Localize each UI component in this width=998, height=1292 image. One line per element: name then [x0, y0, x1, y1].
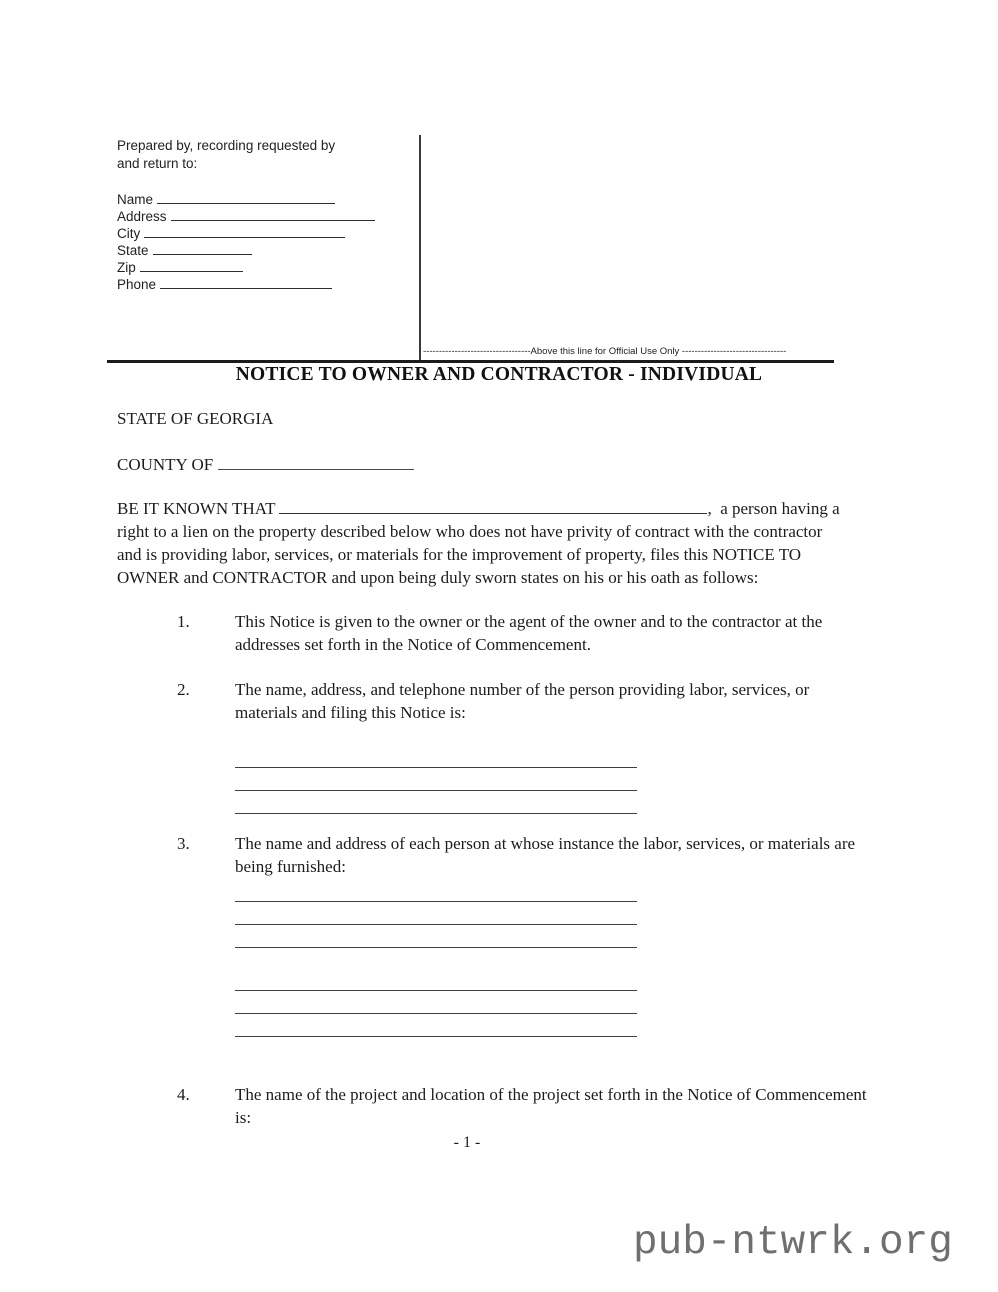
fill-line[interactable]	[235, 991, 637, 1014]
document-body	[117, 407, 867, 1154]
fill-line[interactable]	[235, 1014, 637, 1037]
claimant-name-fill-line[interactable]	[279, 501, 707, 514]
item-2-number: 2.	[177, 680, 190, 699]
header-vertical-divider	[419, 135, 421, 361]
item-4-number: 4.	[177, 1085, 190, 1104]
field-label-state: State	[117, 243, 149, 258]
field-label-name: Name	[117, 192, 154, 207]
state-line: STATE OF GEORGIA	[117, 409, 274, 428]
intro-paragraph	[117, 497, 845, 589]
field-row-zip	[117, 259, 417, 276]
fill-line[interactable]	[235, 968, 637, 991]
item-3-fill-lines-group-1	[117, 879, 845, 948]
name-fill-line[interactable]	[157, 192, 335, 204]
intro-rest: , a person having a right to a lien on the property described below who does not have privity of contract with the contractor and is providing labor, services, or materials for the improvement of property, files this NOTICE TO OWNER and CONTRACTOR and upon being duly sworn states on his or his oath as follows:	[117, 499, 844, 587]
fill-line[interactable]	[235, 791, 637, 814]
field-label-phone: Phone	[117, 277, 157, 292]
field-row-city	[117, 225, 417, 242]
item-4-text: The name of the project and location of the project set forth in the Notice of Commencement is:	[235, 1085, 867, 1127]
list-item-4	[117, 1083, 867, 1129]
county-label: COUNTY OF	[117, 455, 214, 474]
field-row-name	[117, 191, 417, 208]
item-3-number: 3.	[177, 834, 190, 853]
fill-line[interactable]	[235, 768, 637, 791]
phone-fill-line[interactable]	[160, 277, 332, 289]
official-use-rule	[107, 360, 834, 363]
watermark: pub-ntwrk.org	[633, 1220, 953, 1266]
state-fill-line[interactable]	[153, 243, 252, 255]
address-fill-line[interactable]	[171, 209, 375, 221]
city-fill-line[interactable]	[144, 226, 345, 238]
list-item-3	[117, 832, 856, 878]
intro-lead: BE IT KNOWN THAT	[117, 499, 280, 518]
prepared-by-line2: and return to:	[117, 155, 198, 171]
item-1-number: 1.	[177, 612, 190, 631]
item-3-text: The name and address of each person at whose instance the labor, services, or materials are being furnished:	[235, 834, 856, 876]
county-line	[117, 453, 845, 476]
official-use-note: ----------------------------------Above this line for Official Use Only ---------------------------------	[423, 346, 787, 357]
county-fill-line[interactable]	[218, 456, 414, 470]
return-address-fields	[117, 191, 417, 293]
list-item-2	[117, 678, 845, 724]
fill-line[interactable]	[235, 879, 637, 902]
item-2-fill-lines	[117, 745, 845, 814]
field-label-city: City	[117, 226, 141, 241]
field-label-zip: Zip	[117, 260, 136, 275]
field-row-state	[117, 242, 417, 259]
list-item-1	[117, 610, 845, 656]
document-title: NOTICE TO OWNER AND CONTRACTOR - INDIVIDUAL	[235, 364, 763, 385]
field-row-phone	[117, 276, 417, 293]
item-2-text: The name, address, and telephone number of the person providing labor, services, or materials and filing this Notice is:	[235, 680, 810, 722]
field-row-address	[117, 208, 417, 225]
item-1-text: This Notice is given to the owner or the agent of the owner and to the contractor at the addresses set forth in the Notice of Commencement.	[235, 612, 823, 654]
return-address-block	[117, 137, 417, 293]
fill-line[interactable]	[235, 745, 637, 768]
field-label-address: Address	[117, 209, 167, 224]
page-number: - 1 -	[453, 1134, 481, 1151]
prepared-by-line1: Prepared by, recording requested by	[117, 138, 336, 153]
fill-line[interactable]	[235, 925, 637, 948]
zip-fill-line[interactable]	[140, 260, 243, 272]
item-3-fill-lines-group-2	[117, 968, 845, 1037]
fill-line[interactable]	[235, 902, 637, 925]
